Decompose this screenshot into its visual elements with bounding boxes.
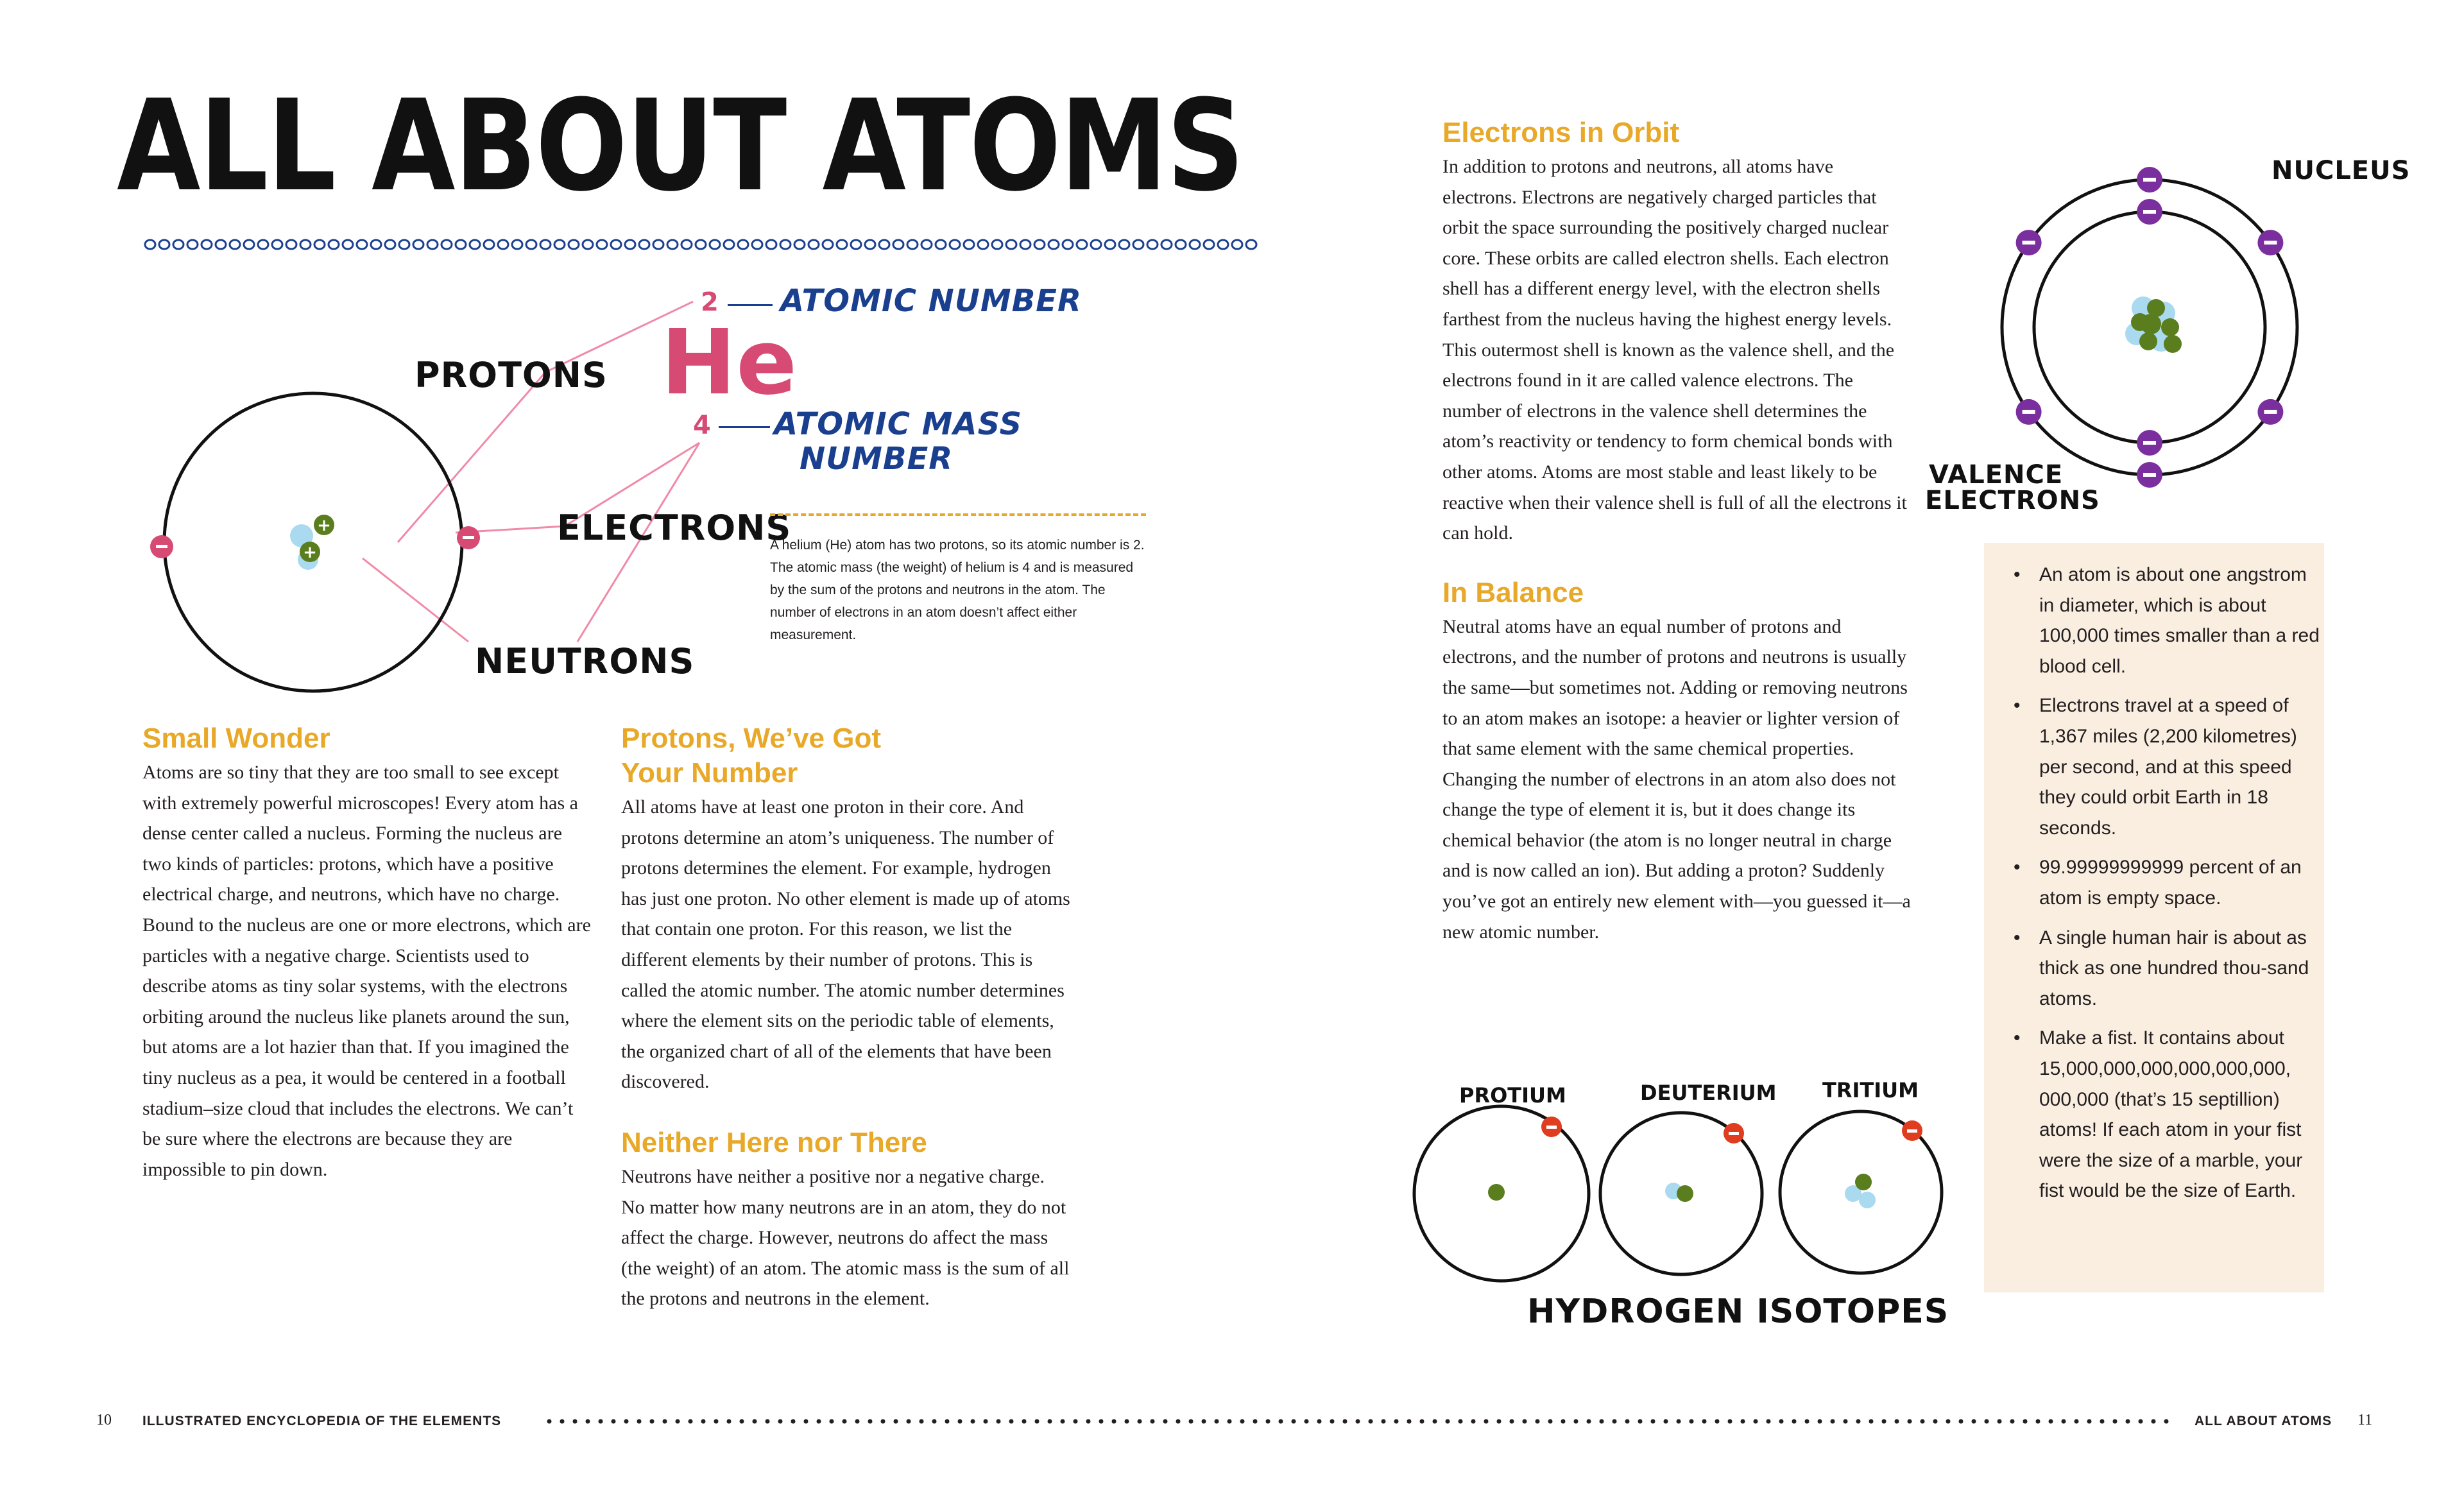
fact-item: • 99.99999999999 percent of an atom is empty space.: [1996, 852, 2323, 913]
in-balance-body: Neutral atoms have an equal number of protons and electrons, and the number of protons and neutrons is usually the same—but sometimes not. Adding or removing neutrons to an atom makes an isotope: a heavier or lighter version of that same element with the same chemical properties. Changing the number of electrons in an atom also does not change the type of element it is, but it does change its chemical behavior (the atom is no longer neutral in charge and is now called an ion). But adding a proton? Suddenly you’ve got an entirely new element with—you guessed it—a new atomic number.: [1442, 615, 1911, 943]
fact-item: • Make a fist. It contains about 15,000,000,000,000,000,000, 000,000 (that’s 15 septillion) atoms! If each atom in your fist were the size of a marble, your fist would be the size of Earth.: [1996, 1023, 2323, 1206]
deuterium-label: DEUTERIUM: [1640, 1081, 1777, 1105]
fact-item: • Electrons travel at a speed of 1,367 miles (2,200 kilometres) per second, and at this speed they could orbit Earth in 18 seconds.: [1996, 690, 2323, 843]
small-wonder-body: Atoms are so tiny that they are too small to see except with extremely powerful microscopes! Every atom has a dense center called a nucleus. Forming the nucleus are two kinds of particles: protons, which have a positive electrical charge, and neutrons, which have no charge. Bound to the nucleus are one or more electrons, which are particles with a negative charge. Scientists used to describe atoms as tiny solar systems, with the electrons orbiting around the nucleus like planets around the sun, but atoms are a lot hazier than that. If you imagined the tiny nucleus as a pea, it would be centered in a football stadium–size cloud that includes the electrons. We can’t be sure where the electrons are because they are impossible to pin down.: [142, 762, 591, 1180]
electrons-label: ELECTRONS: [557, 508, 792, 548]
neutrons-label: NEUTRONS: [475, 641, 695, 681]
protons-label: PROTONS: [415, 355, 608, 395]
fact-item: • An atom is about one angstrom in diameter, which is about 100,000 times smaller than a red blood cell.: [1996, 560, 2323, 681]
mass-number-dash: [719, 426, 770, 428]
mass-number-label-line2: NUMBER: [800, 441, 954, 477]
left-running-title: ILLUSTRATED ENCYCLOPEDIA OF THE ELEMENTS: [142, 1414, 502, 1428]
element-symbol: He: [661, 311, 798, 415]
left-page-number: 10: [96, 1412, 112, 1428]
protium-label: PROTIUM: [1459, 1083, 1566, 1108]
decorative-circle-border: [142, 234, 1270, 255]
valence-label-line2: ELECTRONS: [1925, 486, 2100, 515]
page-title: ALL ABOUT ATOMS: [117, 73, 1244, 219]
svg-text:+: +: [303, 543, 317, 562]
small-wonder-heading: Small Wonder: [142, 723, 330, 754]
electrons-orbit-body: In addition to protons and neutrons, all atoms have electrons. Electrons are negatively charged particles that orbit the space surrounding the positively charged nuclear core. These orbits are called electron shells. Each electron shell has a different energy level, with the electron shells farthest from the nucleus having the highest energy levels. This outermost shell is known as the valence shell, and the electrons found in it are called valence electrons. The number of electrons in the valence shell determines the atom’s reactivity or tendency to form chemical bonds with other atoms. Atoms are most stable and least likely to be reactive when their valence shell is full of all the electrons it can hold.: [1442, 156, 1907, 544]
protons-body: All atoms have at least one proton in their core. And protons determine an atom’s uniqueness. The number of protons determines the element. For example, hydrogen has just one proton. No other element is made up of atoms that contain one proton. For this reason, we list the different elements by their number of protons. This is called the atomic number. The atomic number determines where the element sits on the periodic table of elements, the organized chart of all of the elements that have been discovered.: [621, 796, 1070, 1093]
protons-leader-line: [398, 372, 545, 542]
atomic-number-dash: [728, 304, 773, 306]
svg-text:+: +: [317, 516, 331, 535]
protons-heading-line2: Your Number: [621, 757, 798, 789]
footer-dotted-rule: [545, 1417, 2175, 1426]
neither-body: Neutrons have neither a positive nor a negative charge. No matter how many neutrons are in an atom, they do not affect the charge. However, neutrons do affect the mass (the weight) of an atom. The atomic mass is the sum of all the protons and neutrons in the element.: [621, 1165, 1070, 1310]
proton-particle: [1677, 1185, 1693, 1202]
electrons-orbit-section: [1442, 116, 1911, 947]
nucleus-label: NUCLEUS: [2272, 156, 2411, 185]
neutrons-leader-line: [363, 558, 468, 642]
fact-item: • A single human hair is about as thick as one hundred thou-sand atoms.: [1996, 923, 2323, 1015]
electrons-orbit-heading: Electrons in Orbit: [1442, 117, 1680, 148]
hydrogen-isotopes-diagram: [1405, 1104, 1957, 1296]
atomic-number-label: ATOMIC NUMBER: [780, 283, 1082, 319]
protons-heading-line1: Protons, We’ve Got: [621, 723, 882, 754]
isotopes-caption: HYDROGEN ISOTOPES: [1527, 1292, 1949, 1331]
neither-heading: Neither Here nor There: [621, 1126, 927, 1158]
in-balance-heading: In Balance: [1442, 576, 1584, 608]
facts-list: [1996, 560, 2323, 1215]
small-wonder-section: [142, 721, 592, 1185]
right-page-number: 11: [2357, 1412, 2373, 1428]
right-running-title: ALL ABOUT ATOMS: [2194, 1414, 2332, 1428]
tritium-label: TRITIUM: [1822, 1078, 1919, 1102]
proton-particle: [1855, 1174, 1872, 1190]
mass-number-value: 4: [693, 411, 711, 440]
valence-label-line1: VALENCE: [1929, 460, 2064, 490]
helium-caption: A helium (He) atom has two protons, so its atomic number is 2. The atomic mass (the weight) of helium is 4 and is measured by the sum of the protons and neutrons in the atom. The number of electrons in an atom doesn’t affect either measurement.: [770, 538, 1145, 642]
atomic-number-value: 2: [701, 287, 719, 317]
caption-dash-rule: [770, 513, 1146, 516]
proton-particle: [1488, 1184, 1505, 1201]
mass-number-label-line1: ATOMIC MASS: [774, 406, 1023, 442]
protons-section: [621, 721, 1072, 1314]
